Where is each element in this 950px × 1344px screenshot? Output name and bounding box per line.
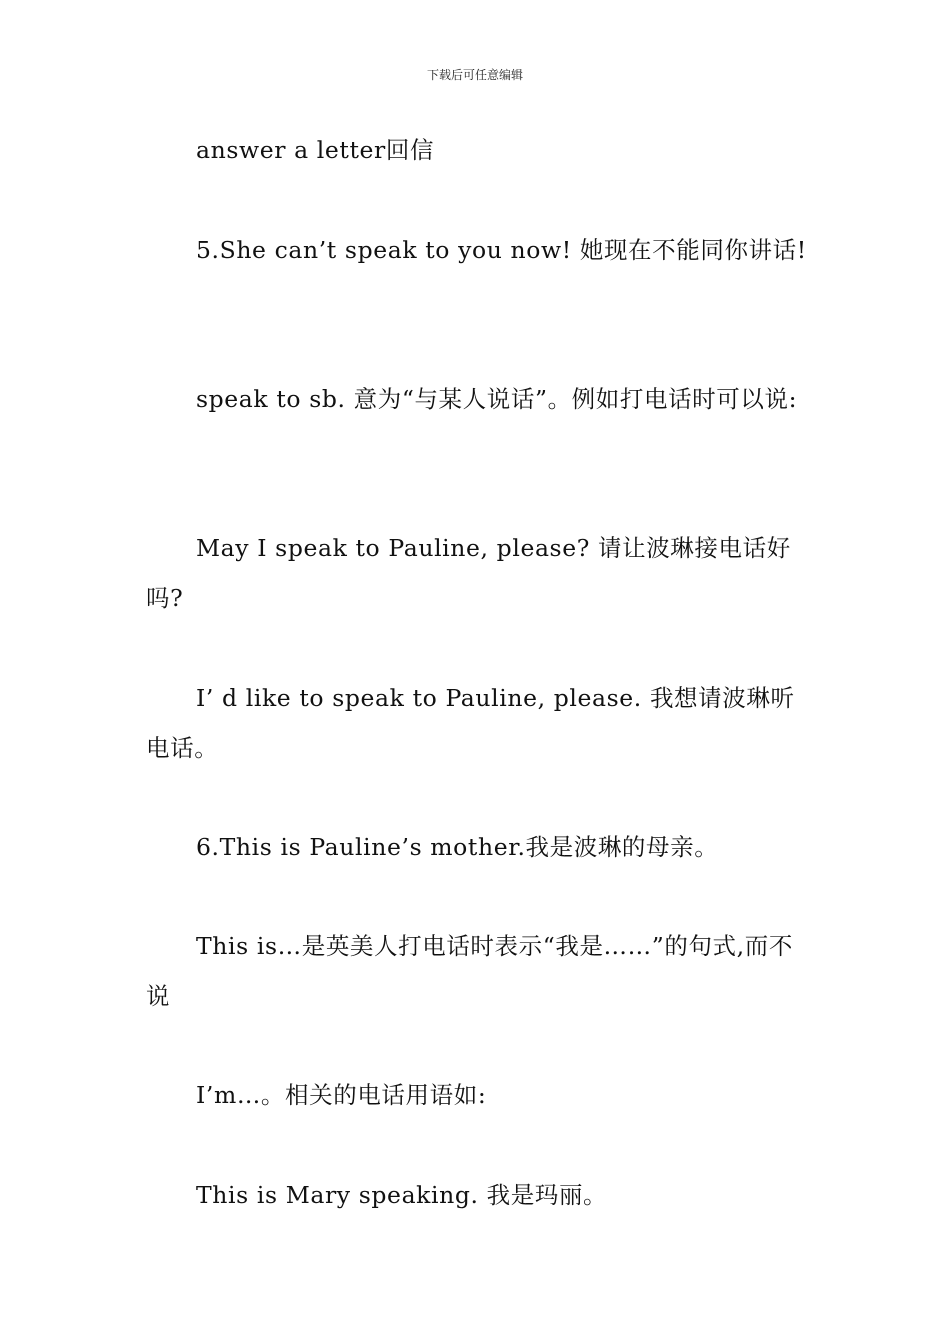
paragraph-im: I’m…。相关的电话用语如: — [196, 1081, 487, 1109]
paragraph-speak-to: speak to sb. 意为“与某人说话”。例如打电话时可以说: — [196, 385, 798, 413]
page-header: 下载后可任意编辑 — [426, 68, 523, 82]
paragraph-item-5: 5.She can’t speak to you now! 她现在不能同你讲话! — [196, 236, 807, 264]
paragraph-this-is: This is…是英美人打电话时表示“我是……”的句式,而不说 — [146, 932, 793, 1010]
paragraph-may-i-speak: May I speak to Pauline, please? 请让波琳接电话好吗? — [146, 534, 791, 612]
paragraph-mary-speaking: This is Mary speaking. 我是玛丽。 — [196, 1181, 608, 1209]
paragraph-id-like: I’ d like to speak to Pauline, please. 我想请波琳听电话。 — [146, 684, 795, 762]
paragraph-item-6: 6.This is Pauline’s mother.我是波琳的母亲。 — [196, 833, 719, 861]
paragraph-answer-letter: answer a letter回信 — [196, 136, 435, 164]
